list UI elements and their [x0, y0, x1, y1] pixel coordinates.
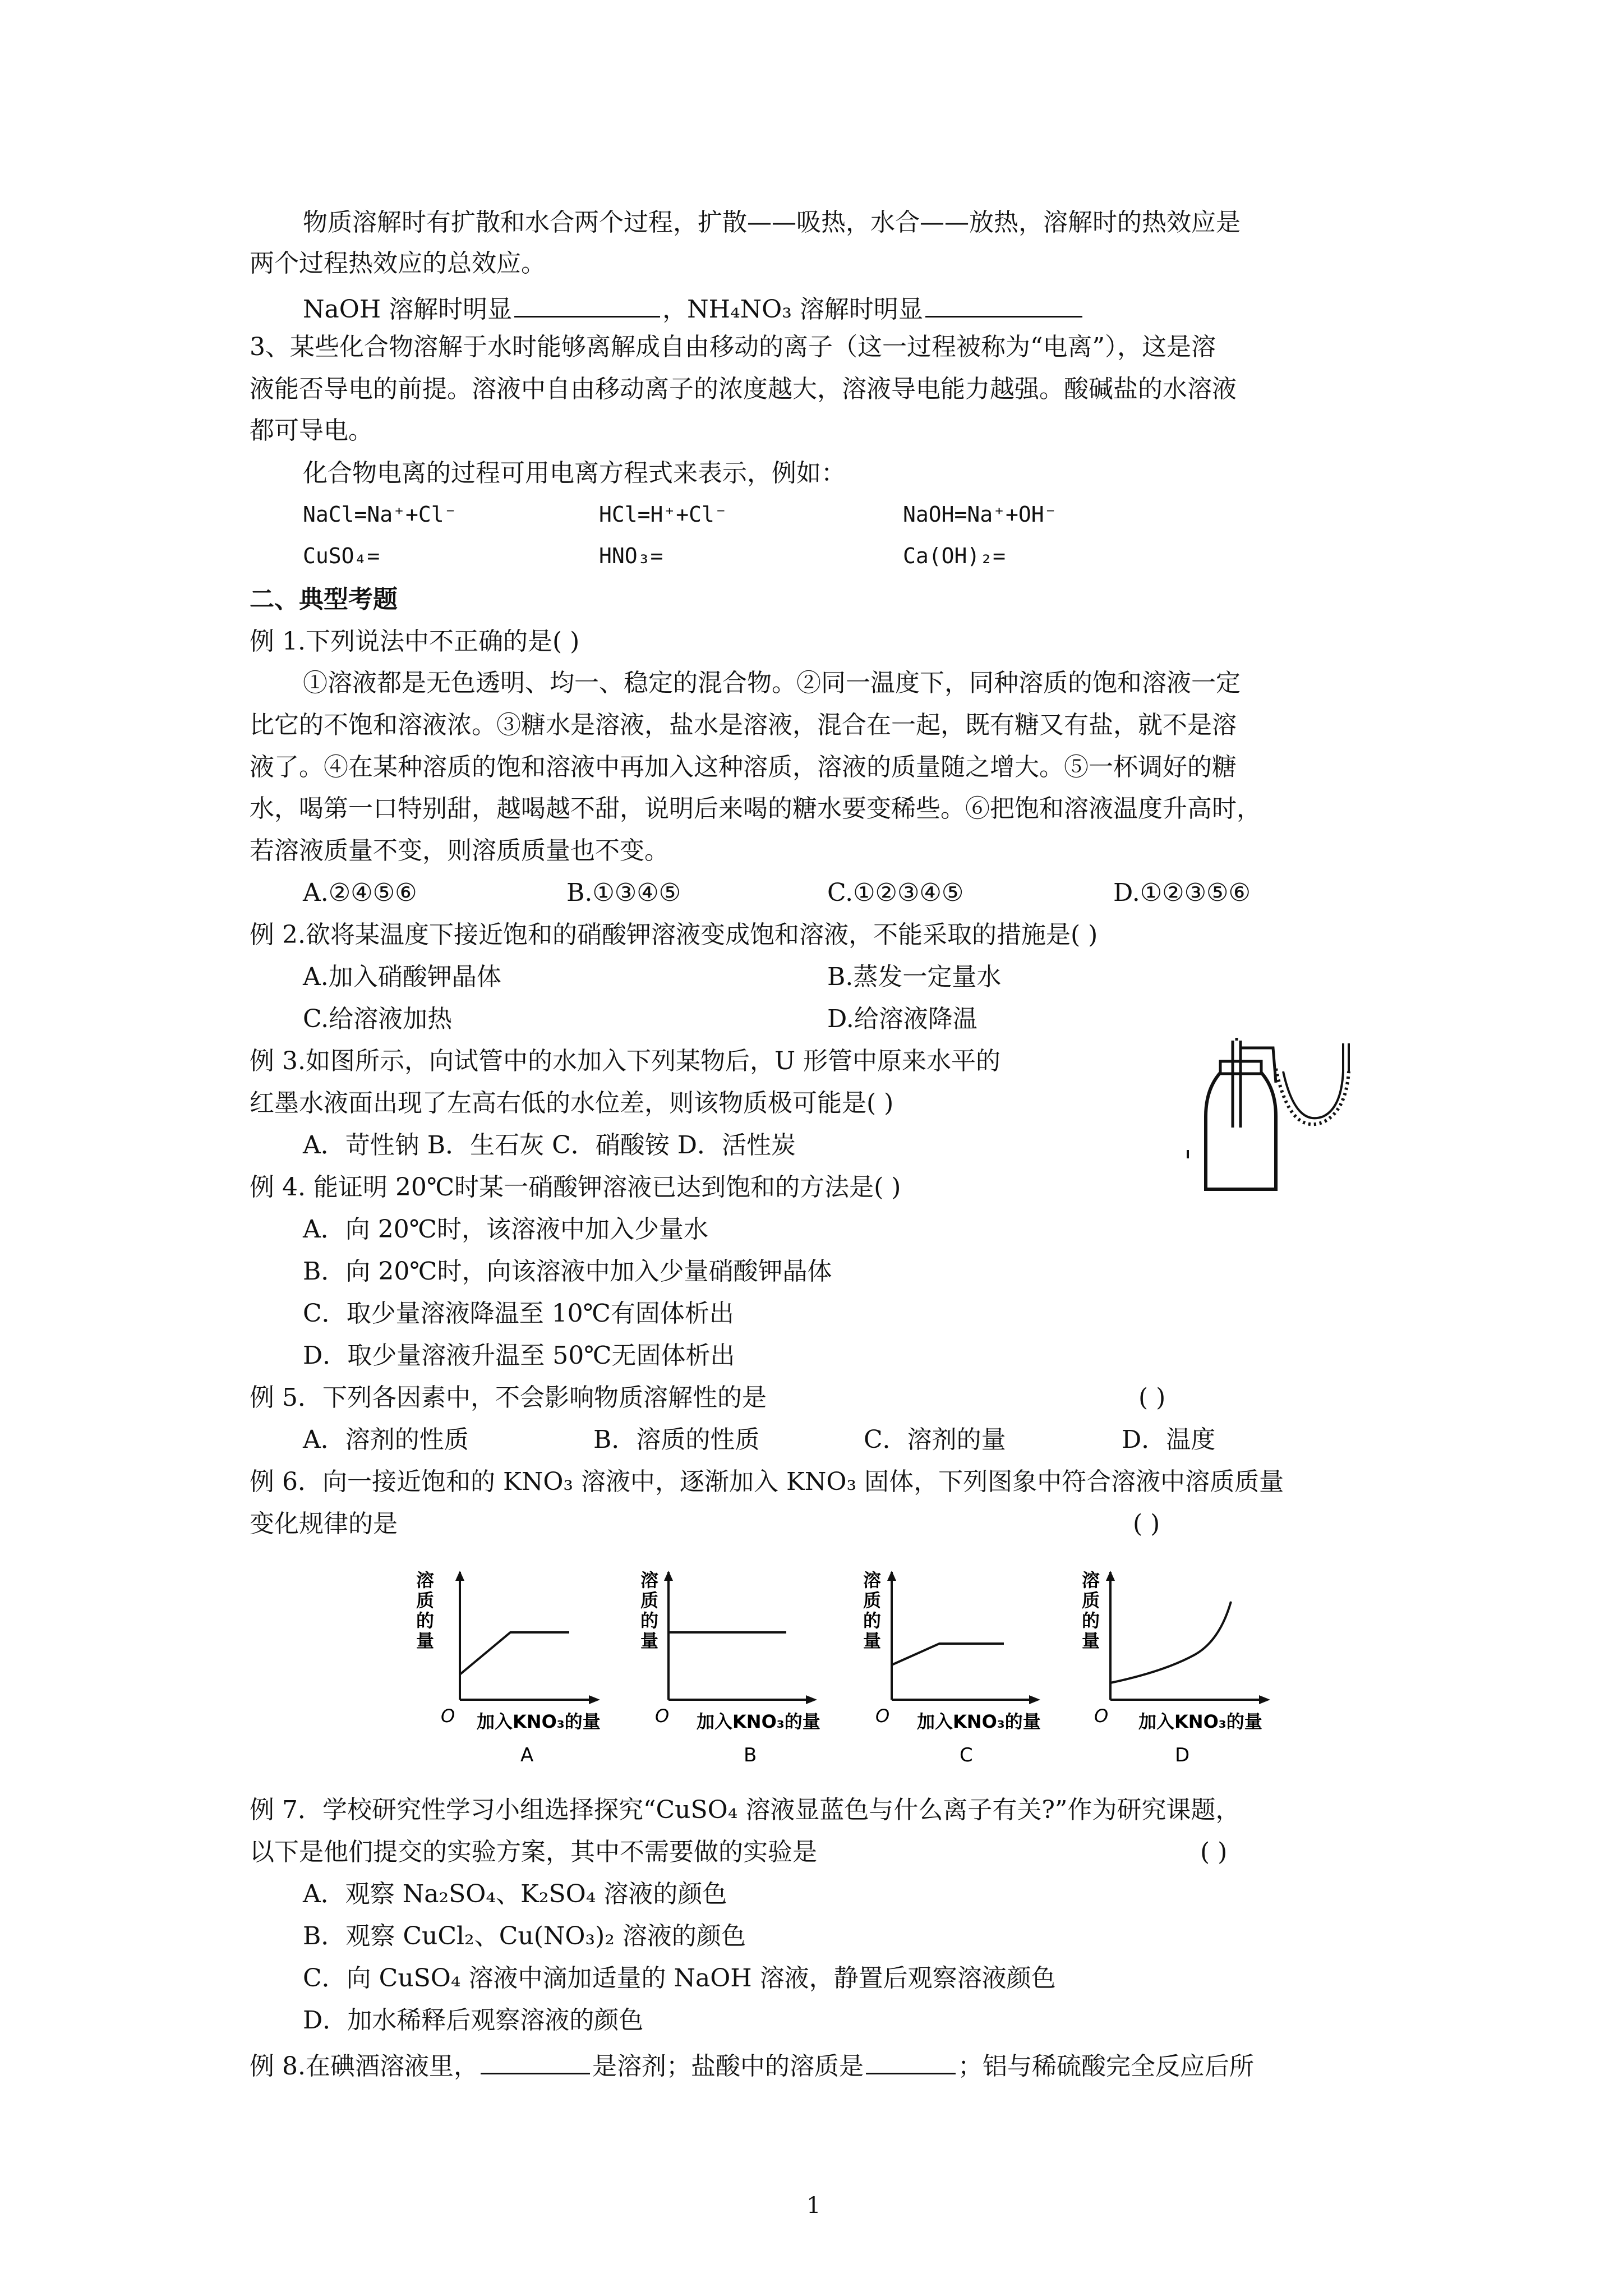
- graph-b-xlabel: 加入KNO₃的量: [697, 1711, 820, 1732]
- sec3-line-1: 3、某些化合物溶解于水时能够离解成自由移动的离子（这一过程被称为“电离”），这是溶: [250, 333, 1216, 361]
- ex8-mid2: ；铝与稀硫酸完全反应后所: [957, 2052, 1254, 2081]
- ex6-line-2: 变化规律的是: [250, 1510, 398, 1538]
- ex1-line-4: 水，喝第一口特别甜，越喝越不甜，说明后来喝的糖水要变稀些。⑥把饱和溶液温度升高时，: [250, 794, 1261, 823]
- ex3-line-1: 例 3.如图所示，向试管中的水加入下列某物后，U 形管中原来水平的: [250, 1047, 1001, 1075]
- sec3-line-2: 液能否导电的前提。溶液中自由移动离子的浓度越大，溶液导电能力越强。酸碱盐的水溶液: [250, 375, 1237, 403]
- graph-c-origin: O: [875, 1705, 890, 1727]
- ex5-option-a: A．溶剂的性质: [303, 1425, 469, 1454]
- graph-a-xlabel: 加入KNO₃的量: [477, 1711, 601, 1732]
- graph-b-ylabel-2: 质: [640, 1590, 659, 1611]
- ex4-question: 例 4. 能证明 20℃时某一硝酸钾溶液已达到饱和的方法是( ): [250, 1173, 901, 1202]
- ex2-option-c: C.给溶液加热: [303, 1005, 453, 1033]
- graph-c-label: C: [960, 1744, 973, 1766]
- graph-b-origin: O: [655, 1705, 670, 1727]
- ex1-question: 例 1.下列说法中不正确的是( ): [250, 627, 580, 656]
- ex7-line-2: 以下是他们提交的实验方案，其中不需要做的实验是: [250, 1838, 817, 1866]
- graph-d-ylabel-4: 量: [1082, 1630, 1100, 1651]
- nh4no3-text: ，NH₄NO₃ 溶解时明显: [662, 295, 923, 324]
- ex4-option-a: A．向 20℃时，该溶液中加入少量水: [303, 1215, 708, 1244]
- ex1-option-b: B.①③④⑤: [566, 878, 681, 907]
- ex4-option-d: D．取少量溶液升温至 50℃无固体析出: [303, 1341, 735, 1370]
- ex5-answer-paren: ( ): [1138, 1383, 1166, 1412]
- ex8-mid1: 是溶剂；盐酸中的溶质是: [592, 2052, 864, 2081]
- ex7-option-a: A．观察 Na₂SO₄、K₂SO₄ 溶液的颜色: [303, 1880, 727, 1908]
- graph-a-ylabel-2: 质: [416, 1590, 435, 1611]
- ex8-line: [250, 2050, 1254, 2079]
- page-number: 1: [806, 2193, 821, 2219]
- nh4no3-blank[interactable]: [925, 293, 1082, 318]
- graph-a: [404, 1565, 628, 1773]
- graph-d-ylabel-2: 质: [1082, 1590, 1100, 1611]
- ionization-equation-2: HCl=H⁺+Cl⁻: [599, 502, 727, 527]
- dissolution-fill-line: [303, 293, 1085, 322]
- section-heading: 二、典型考题: [250, 585, 398, 614]
- ex4-option-b: B．向 20℃时，向该溶液中加入少量硝酸钾晶体: [303, 1257, 832, 1286]
- graph-d-xlabel: 加入KNO₃的量: [1138, 1711, 1262, 1732]
- intro-line-1: 物质溶解时有扩散和水合两个过程，扩散——吸热，水合——放热，溶解时的热效应是: [303, 208, 1241, 237]
- graph-a-origin: O: [441, 1705, 455, 1727]
- graph-b-label: B: [744, 1744, 757, 1766]
- ex1-option-d: D.①②③⑤⑥: [1113, 878, 1251, 907]
- ex7-option-d: D．加水稀释后观察溶液的颜色: [303, 2006, 644, 2035]
- graph-d-ylabel-3: 的: [1082, 1610, 1100, 1631]
- ex8-solvent-blank[interactable]: [481, 2050, 590, 2074]
- ex8-solute-blank[interactable]: [866, 2050, 956, 2074]
- ionization-equation-5: HNO₃=: [599, 544, 663, 568]
- u-tube-apparatus-figure: [1183, 1038, 1363, 1206]
- naoh-text: NaOH 溶解时明显: [303, 295, 513, 324]
- ex3-options: A．苛性钠 B．生石灰 C．硝酸铵 D．活性炭: [303, 1131, 796, 1159]
- ex7-option-b: B．观察 CuCl₂、Cu(NO₃)₂ 溶液的颜色: [303, 1922, 746, 1950]
- ex2-option-a: A.加入硝酸钾晶体: [303, 963, 501, 991]
- ex2-option-d: D.给溶液降温: [827, 1005, 978, 1033]
- ex1-line-5: 若溶液质量不变，则溶质质量也不变。: [250, 836, 669, 865]
- ex6-line-1: 例 6．向一接近饱和的 KNO₃ 溶液中，逐渐加入 KNO₃ 固体，下列图象中符合溶液中溶质质量: [250, 1467, 1284, 1496]
- graph-b-ylabel-4: 量: [640, 1630, 659, 1651]
- ex7-answer-paren: ( ): [1200, 1838, 1228, 1866]
- intro-line-2: 两个过程热效应的总效应。: [250, 249, 546, 278]
- ex5-question: 例 5．下列各因素中，不会影响物质溶解性的是: [250, 1383, 767, 1412]
- graph-b: [624, 1565, 848, 1773]
- graph-d: [1068, 1565, 1304, 1773]
- ionization-equation-4: CuSO₄=: [303, 544, 380, 568]
- graph-d-ylabel-1: 溶: [1082, 1570, 1100, 1591]
- ex2-question: 例 2.欲将某温度下接近饱和的硝酸钾溶液变成饱和溶液，不能采取的措施是( ): [250, 921, 1098, 949]
- ex5-option-b: B．溶质的性质: [593, 1425, 760, 1454]
- ex1-line-2: 比它的不饱和溶液浓。③糖水是溶液，盐水是溶液，混合在一起，既有糖又有盐，就不是溶: [250, 711, 1237, 739]
- graph-a-label: A: [520, 1744, 534, 1766]
- graph-c-xlabel: 加入KNO₃的量: [917, 1711, 1041, 1732]
- graph-c-ylabel-3: 的: [863, 1610, 882, 1631]
- ex1-line-1: ①溶液都是无色透明、均一、稳定的混合物。②同一温度下，同种溶质的饱和溶液一定: [303, 669, 1241, 697]
- graph-d-origin: O: [1094, 1705, 1109, 1727]
- graph-b-ylabel-1: 溶: [640, 1570, 659, 1591]
- graph-c-ylabel-4: 量: [863, 1630, 882, 1651]
- graph-b-ylabel-3: 的: [640, 1610, 659, 1631]
- graph-a-ylabel-1: 溶: [416, 1570, 435, 1591]
- ionization-equation-3: NaOH=Na⁺+OH⁻: [903, 502, 1057, 527]
- naoh-blank[interactable]: [514, 293, 660, 318]
- ex7-option-c: C．向 CuSO₄ 溶液中滴加适量的 NaOH 溶液，静置后观察溶液颜色: [303, 1964, 1056, 1993]
- ex5-option-c: C．溶剂的量: [864, 1425, 1006, 1454]
- sec3-line-3: 都可导电。: [250, 416, 373, 445]
- graph-d-label: D: [1175, 1744, 1190, 1766]
- ex4-option-c: C．取少量溶液降温至 10℃有固体析出: [303, 1299, 734, 1328]
- ex1-line-3: 液了。④在某种溶质的饱和溶液中再加入这种溶质，溶液的质量随之增大。⑤一杯调好的糖: [250, 753, 1237, 781]
- ex7-line-1: 例 7．学校研究性学习小组选择探究“CuSO₄ 溶液显蓝色与什么离子有关?”作为研究课题，: [250, 1796, 1241, 1824]
- graph-a-curve: [460, 1632, 569, 1674]
- ionization-equation-1: NaCl=Na⁺+Cl⁻: [303, 502, 457, 527]
- graph-c-ylabel-2: 质: [863, 1590, 882, 1611]
- graph-a-ylabel-3: 的: [416, 1610, 435, 1631]
- ionization-equation-6: Ca(OH)₂=: [903, 544, 1006, 568]
- graph-c-curve: [892, 1644, 1004, 1665]
- ex3-line-2: 红墨水液面出现了左高右低的水位差，则该物质极可能是( ): [250, 1089, 894, 1117]
- graph-c: [844, 1565, 1068, 1773]
- ex2-option-b: B.蒸发一定量水: [827, 963, 1002, 991]
- ex6-answer-paren: ( ): [1133, 1510, 1160, 1538]
- ex8-pre: 例 8.在碘酒溶液里，: [250, 2052, 478, 2081]
- graph-c-ylabel-1: 溶: [863, 1570, 882, 1591]
- ex1-option-a: A.②④⑤⑥: [303, 878, 417, 907]
- graph-a-ylabel-4: 量: [416, 1630, 435, 1651]
- sec3-line-4: 化合物电离的过程可用电离方程式来表示，例如：: [303, 459, 846, 487]
- ex5-option-d: D．温度: [1122, 1425, 1216, 1454]
- ex1-option-c: C.①②③④⑤: [827, 878, 964, 907]
- graph-d-curve: [1110, 1602, 1231, 1683]
